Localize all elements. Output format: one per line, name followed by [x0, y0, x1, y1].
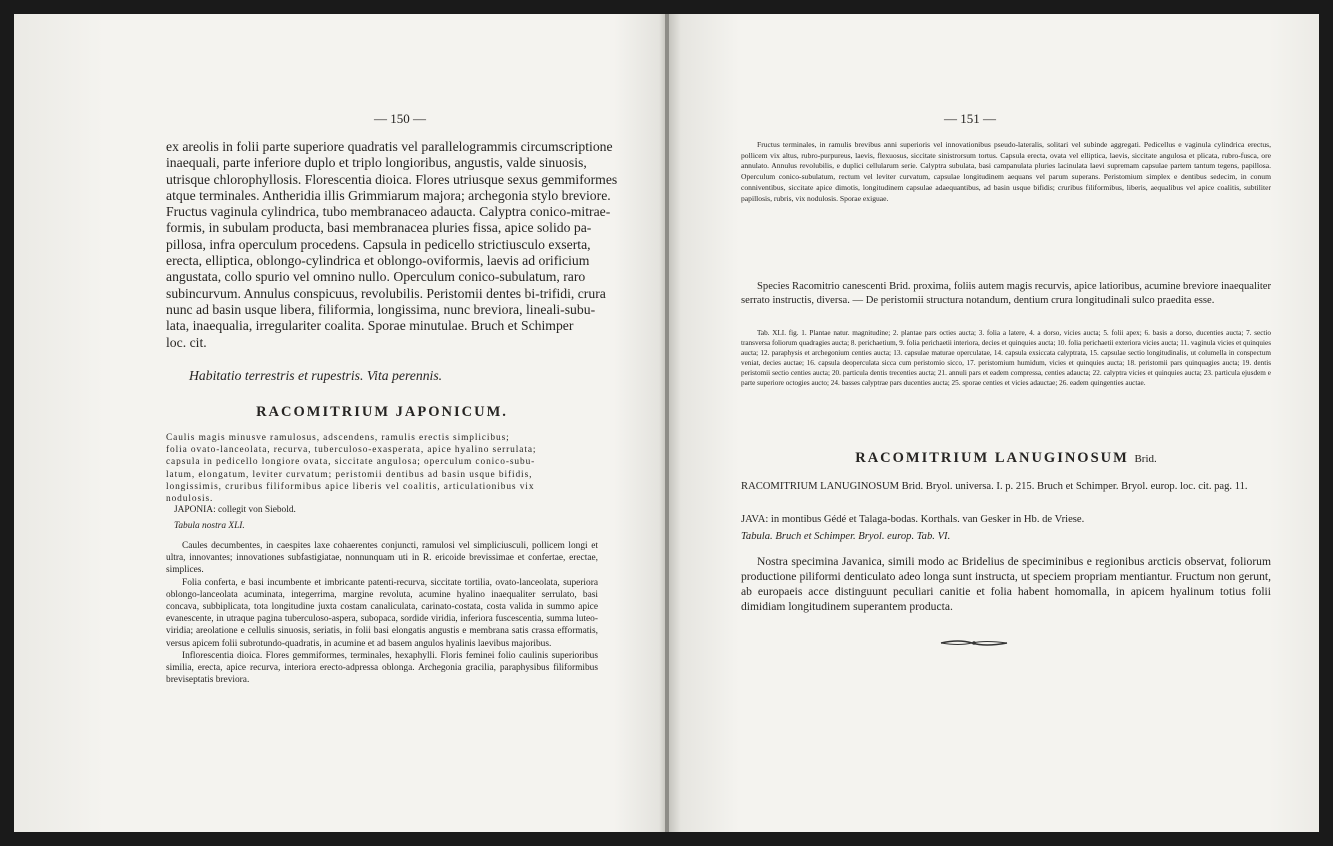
text-line: inaequali, parte inferiore duplo et triplo longioribus, angustis, valde sinuosis,: [166, 155, 587, 171]
species-comparison: Species Racomitrio canescenti Brid. proxima, foliis autem magis recurvis, apice latioribus, acumine breviore inaequaliter serrato instructis, diversa. — De peristomii structura notandum, dentium crura longitudinali sulco praedita esse.: [741, 281, 1271, 306]
plate-reference: Tabula nostra XLI.: [174, 521, 245, 531]
habitat-line: Habitatio terrestris et rupestris. Vita perennis.: [189, 368, 443, 383]
text-line: folia ovato-lanceolata, recurva, tuberculoso-exasperata, apice hyalino serrulata;: [166, 445, 537, 456]
species-heading: RACOMITRIUM JAPONICUM.: [256, 404, 508, 420]
text-line: erecta, elliptica, oblongo-cylindrica et oblongo-oviformis, laevis ad orificium: [166, 253, 590, 269]
left-page: [14, 14, 665, 832]
genus-description: [166, 139, 618, 351]
page-number: — 151 —: [944, 111, 996, 126]
text-line: loc. cit.: [166, 334, 207, 350]
text-line: formis, in subulam producta, basi membranacea pluries fissa, apice solido pa-: [166, 220, 592, 236]
locality: JAVA: in montibus Gédé et Talaga-bodas. Korthals. van Gesker in Hb. de Vriese.: [741, 514, 1085, 525]
text-line: subincurvum. Annulus conspicuus, revolubilis. Peristomii dentes bi-trifidi, crura: [166, 285, 606, 301]
fructus-description: Fructus terminales, in ramulis brevibus anni superioris vel innovationibus pseudo-lateralis, solitari vel subinde aggregati. Pedicellus e vaginula cylindrica erectus, pollicem vix altus, rubro-purpureus, laevis, flexuosus, siccitate sinistrorsum tortus. Capsula erecta, ovata vel elliptica, laevis, siccitate angulosa et plicata, rubro-fusca, ore annulato. Annulus revolubilis, e duplici cellularum serie. Calyptra subulata, basi campanulata pluries lacinulata laevi supremam capsulae partem tantum tegens, papillosa. Operculum conico-subulatum, rectum vel leviter curvatum, capsulae longitudinem aequans vel parum superans. Peristomium simplex e dentibus sedecim, in conum conniventibus, siccitate apice dimotis, longitudinem capsulae adaequantibus, ad basin usque bifidis; cruribus filiformibus, liberis, aequalibus vel apice coalitis, subtiliter papillosis, rubris, vix nodulosis. Sporae exiguae.: [741, 140, 1271, 203]
synonym: RACOMITRIUM LANUGINOSUM Brid. Bryol. universa. I. p. 215. Bruch et Schimper. Bryol. europ. loc. cit. pag. 11.: [741, 481, 1248, 492]
plate-explanation: Tab. XLI. fig. 1. Plantae natur. magnitudine; 2. plantae pars octies aucta; 3. folia a latere, 4. a dorso, vicies aucta; 5. folii apex; 6. basis a dorso, ducenties aucta; 7. sectio transversa foliorum quadragies aucta; 8. perichaetium, 9. folia perichaetii interiora, decies et quinquies aucta; 10. folia perichaetii exteriora vicies aucta; 11. vaginula vicies et quinquies aucta; 12. paraphysis et archegonium centies aucta; 13. capsulae maturae operculatae, 14. capsula exsiccata calyptrata, 15. capsulae sectio longitudinalis, ut columella in conspectum veniat, decies auctae; 16. capsula deoperculata sicca cum peristomio sicco, 17. peristomium humidum, vicies et quinquies aucta; 18. peristomii pars quinquagies aucta; 19. dentis peristomii sectio centies aucta; 20. particula dentis trecenties aucta; 21. annuli pars et eadem compressa, centies adaucta; 22. calyptra vicies et quinquies aucta; 23. particula ejusdem e parte superiore octogies aucto; 24. basses calyptrae pars ducenties aucta; 25. sporae centies et vicies adauctae; 26. eadem quingenties auctae.: [741, 329, 1271, 387]
text-line: nunc ad basin usque libera, filiformia, longissima, nunc breviora, lineali-subu-: [166, 301, 596, 317]
plate-reference: Tabula. Bruch et Schimper. Bryol. europ. Tab. VI.: [741, 531, 951, 542]
text-line: utrisque chlorophyllosis. Florescentia dioica. Flores utriusque sexus gemmiformes: [166, 171, 618, 187]
text-line: angustata, collo spurio vel omnino nullo. Operculum conico-subulatum, raro: [166, 269, 586, 285]
text-line: atque terminales. Antheridia illis Grimmiarum majora; archegonia stylo breviore.: [166, 187, 611, 203]
text-line: longissimis, cruribus filiformibus apice liberis vel coalitis, articulationibus vix: [166, 481, 535, 492]
ornament-divider-icon: [939, 638, 1009, 648]
species-diagnosis: [166, 432, 598, 505]
species-heading: [741, 450, 1271, 467]
species-description: [166, 540, 598, 686]
javanese-specimens-note: Nostra specimina Javanica, simili modo ac Bridelius de speciminibus e regionibus arcticis observat, foliorum productione piliformi denticulato adeo longa sunt instructa, ut speciem propriam mentiantur. Fructum non gerunt, ab europaeis acce distinguunt peculiari canitie et folia habent homomalla, in apicem hyalinum totius folii dimidiam longitudinem superantem producta.: [741, 555, 1271, 613]
book-spread: [14, 14, 1319, 832]
text-line: latum, elongatum, leviter curvatum; peristomii dentibus ad basin usque bifidis,: [166, 469, 533, 480]
species-heading-name: RACOMITRIUM LANUGINOSUM: [855, 450, 1129, 466]
text-line: ex areolis in folii parte superiore quadratis vel parallelogrammis circumscriptione: [166, 139, 613, 154]
text-line: Caulis magis minusve ramulosus, adscendens, ramulis erectis simplicibus;: [166, 433, 510, 443]
text-line: pillosa, infra operculum procedens. Capsula in pedicello strictiusculo exserta,: [166, 236, 591, 252]
text-line: capsula in pedicello longiore ovata, siccitate angulosa; operculum conico-subu-: [166, 457, 536, 468]
paragraph: Inflorescentia dioica. Flores gemmiformes, terminales, hexaphylli. Floris feminei folio caulinis superioribus similia, erecta, apice recurva, interiora erecto-adpressa oblonga. Archegonia gracilia, paraphysibus filiformibus breviseptatis breviora.: [166, 650, 598, 686]
text-line: Fructus vaginula cylindrica, tubo membranaceo adaucta. Calyptra conico-mitrae-: [166, 204, 611, 220]
text-line: nodulosis.: [166, 494, 214, 505]
page-number: — 150 —: [374, 111, 426, 126]
paragraph: Folia conferta, e basi incumbente et imbricante patenti-recurva, siccitate tortilia, ovato-lanceolata, superiora oblongo-lanceolata acuminata, integerrima, margine revoluta, acumine hyalino inaequaliter serrulato, basi concava, subbiplicata, tota longitudine juxta costam canaliculata, carinato-costata, costa valida in summo apice evanescente, in utraque pagina tuberculoso-aspera, subopaca, sordide viridia, inferiora fuscescentia, summa luteo-viridia; areolatione e cellulis sinuosis, seriatis, in folii basi elongatis angustis e membrana satis crassa efformatis, versus apicem folii subrotundo-quadratis, in acumine et ad basem angulos hyalinis laevibus majoribus.: [166, 577, 598, 649]
text-line: lata, inaequalia, irregulariter coalita. Sporae minutulae. Bruch et Schimper: [166, 318, 574, 334]
paragraph: Caules decumbentes, in caespites laxe cohaerentes conjuncti, ramulosi vel simpliciusculi, pollicem longi et ultra, innovantes; innovationes subfastigiatae, nonnunquam uti in R. ericoide brevissimae et confertae, erectae, simplices.: [166, 541, 598, 576]
species-heading-author: Brid.: [1134, 453, 1157, 465]
right-page: [669, 14, 1319, 832]
locality: JAPONIA: collegit von Siebold.: [174, 505, 296, 515]
